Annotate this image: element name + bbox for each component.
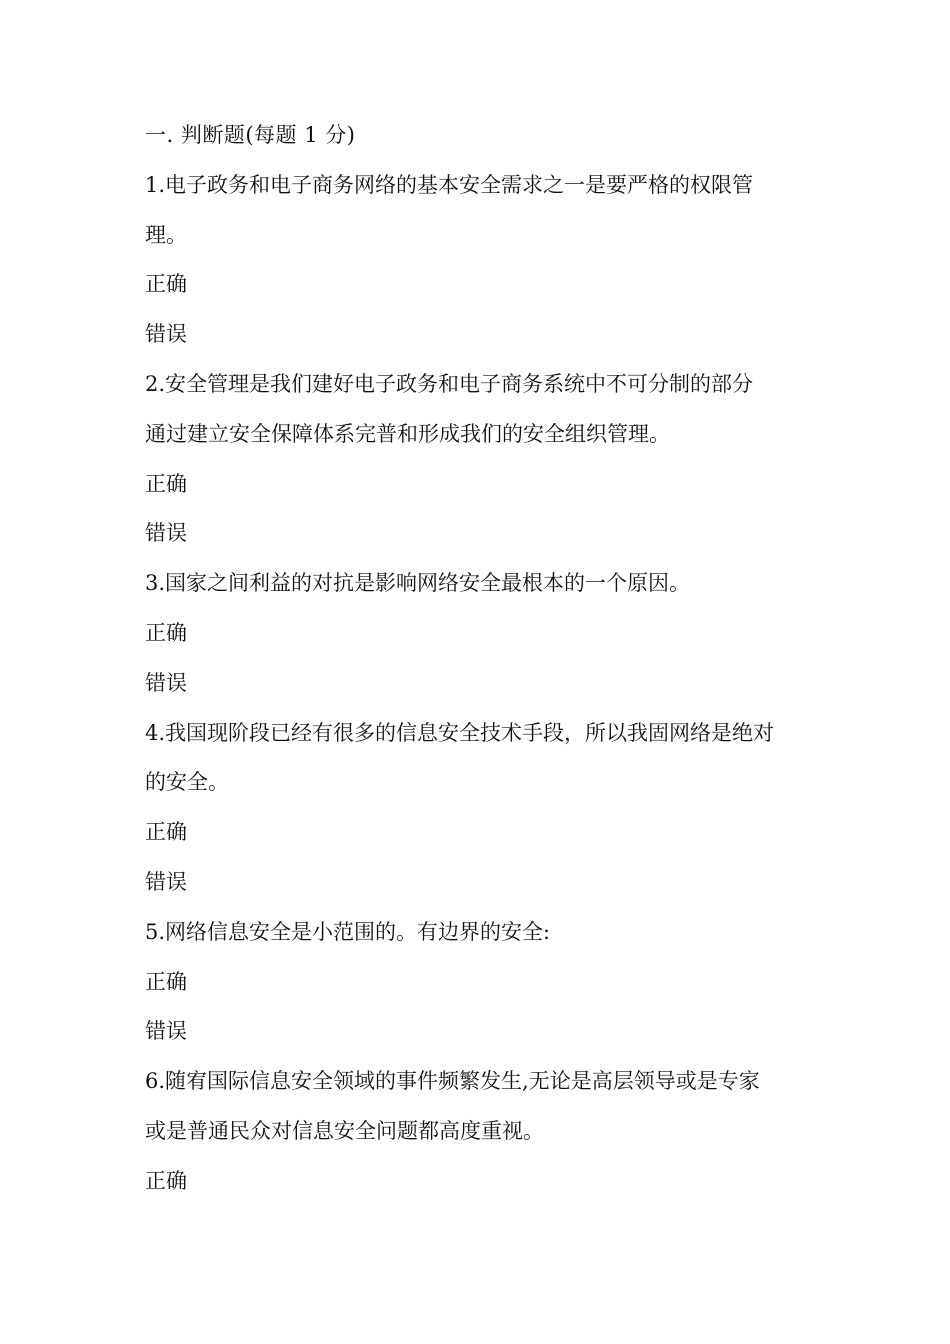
question-text-line: 4.我国现阶段已经有很多的信息安全技术手段，所以我固网络是绝对 (145, 720, 775, 745)
question-3 (145, 559, 815, 708)
question-text-line: 2.安全管理是我们建好电子政务和电子商务系统中不可分制的部分 (145, 371, 754, 396)
question-text-line: 或是普通民众对信息安全问题都高度重视。 (145, 1118, 544, 1143)
question-2 (145, 360, 815, 559)
question-1 (145, 161, 815, 360)
option-true: 正确 (145, 620, 187, 645)
question-text-line: 理。 (145, 222, 187, 247)
option-false: 错误 (145, 521, 187, 546)
section-title: 一. 判断题(每题 1 分) (145, 123, 356, 147)
question-text-line: 5.网络信息安全是小范围的。有边界的安全: (145, 919, 551, 944)
question-text-line: 6.随宥国际信息安全领域的事件频繁发生,无论是高层领导或是专家 (145, 1069, 760, 1094)
option-true: 正确 (145, 969, 187, 994)
option-false: 错误 (145, 1019, 187, 1044)
question-6 (145, 1057, 815, 1206)
question-5 (145, 908, 815, 1057)
option-true: 正确 (145, 272, 187, 297)
question-4 (145, 709, 815, 908)
question-text-line: 通过建立安全保障体系完普和形成我们的安全组织管理。 (145, 421, 670, 446)
option-false: 错误 (145, 322, 187, 347)
question-text-line: 的安全。 (145, 770, 229, 795)
option-true: 正确 (145, 471, 187, 496)
option-true: 正确 (145, 1168, 187, 1193)
question-text-line: 1.电子政务和电子商务网络的基本安全需求之一是要严格的权限管 (145, 172, 754, 197)
option-false: 错误 (145, 670, 187, 695)
document-page (145, 111, 815, 1207)
question-text-line: 3.国家之间利益的对抗是影响网络安全最根本的一个原因。 (145, 571, 691, 596)
option-true: 正确 (145, 820, 187, 845)
option-false: 错误 (145, 869, 187, 894)
